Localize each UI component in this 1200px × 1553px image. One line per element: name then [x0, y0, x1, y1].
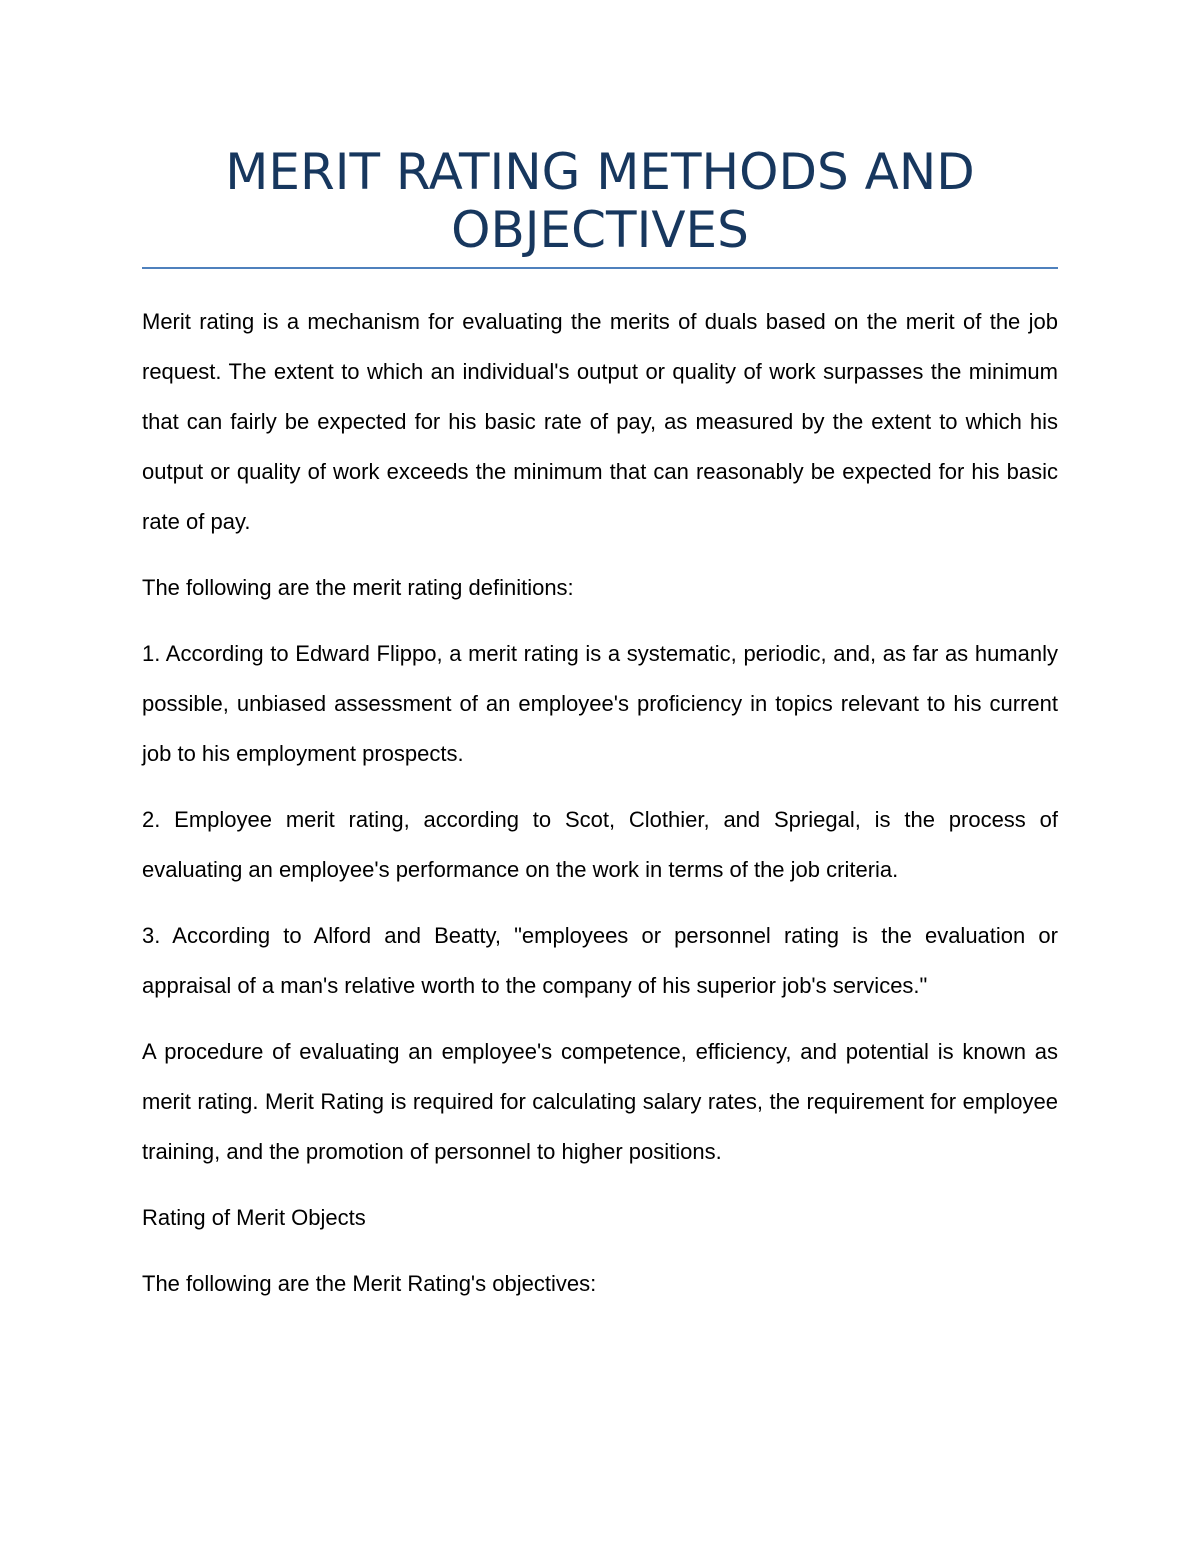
document-title: MERIT RATING METHODS AND OBJECTIVES — [225, 143, 975, 259]
title-underline — [142, 267, 1058, 269]
paragraph-definitions-heading: The following are the merit rating definitions: — [142, 575, 574, 600]
paragraph-objectives-heading: The following are the Merit Rating's objectives: — [142, 1271, 597, 1296]
paragraph-definition-alford: 3. According to Alford and Beatty, "employees or personnel rating is the evaluation or appraisal of a man's relative worth to the company of his superior job's services." — [142, 923, 1058, 998]
paragraph-procedure: A procedure of evaluating an employee's competence, efficiency, and potential is known as merit rating. Merit Rating is required for calculating salary rates, the requirement for employee training, and the promotion of personnel to higher positions. — [142, 1039, 1058, 1164]
paragraph-definition-flippo: 1. According to Edward Flippo, a merit rating is a systematic, periodic, and, as far as humanly possible, unbiased assessment of an employee's proficiency in topics relevant to his current job to his employment prospects. — [142, 641, 1058, 766]
paragraph-definition-scot: 2. Employee merit rating, according to Scot, Clothier, and Spriegal, is the process of evaluating an employee's performance on the work in terms of the job criteria. — [142, 807, 1058, 882]
paragraph-merit-rating-intro: Merit rating is a mechanism for evaluating the merits of duals based on the merit of the job request. The extent to which an individual's output or quality of work surpasses the minimum that can fairly be expected for his basic rate of pay, as measured by the extent to which his output or quality of work exceeds the minimum that can reasonably be expected for his basic rate of pay. — [142, 309, 1058, 534]
document-body — [142, 297, 1058, 1325]
paragraph-rating-of-merit-objects: Rating of Merit Objects — [142, 1205, 366, 1230]
